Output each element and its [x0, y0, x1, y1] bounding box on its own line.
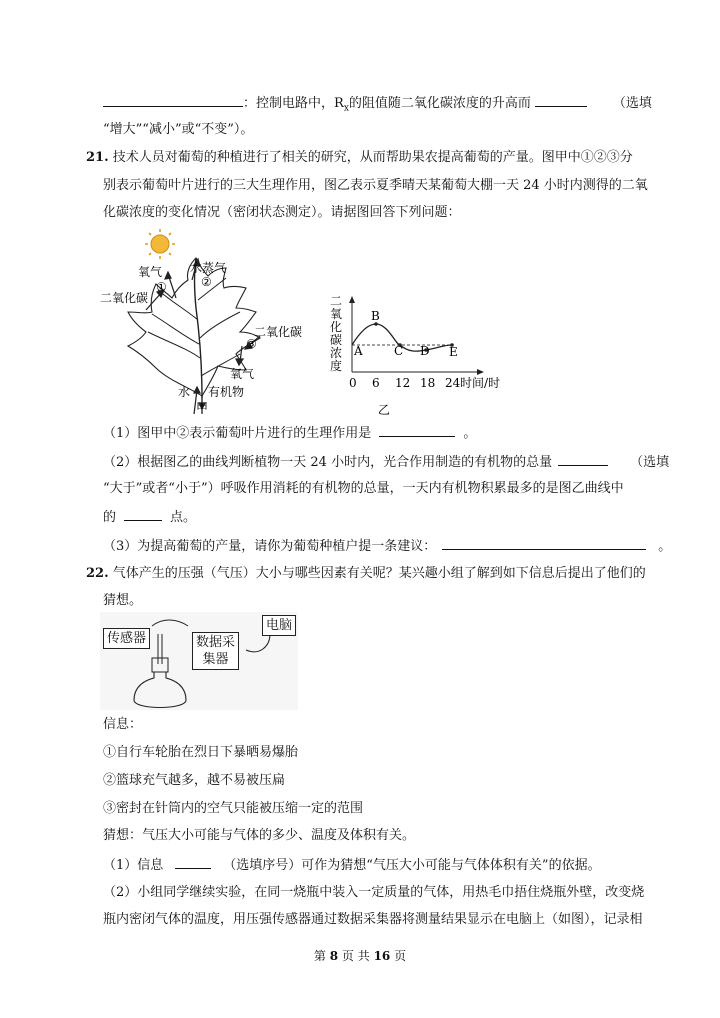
total-pages: 16 — [373, 949, 391, 963]
info-item-2: ②篮球充气越多，越不易被压扁 — [103, 773, 286, 788]
q21-sub-3: （3）为提高葡萄的产量，请你为葡萄种植户提一条建议： 。 — [103, 539, 672, 554]
label-organic: 有机物 — [208, 385, 245, 399]
figure-jia-leaf-diagram — [98, 228, 318, 420]
y-axis-label — [330, 294, 342, 373]
figure-caption-jia: 甲 — [196, 401, 209, 415]
point-label-a: A — [354, 344, 363, 358]
question-21-line-2: 别表示葡萄叶片进行的三大生理作用，图乙表示夏季晴天某葡萄大棚一天 24 小时内测得的二氧 — [103, 178, 648, 193]
answer-blank[interactable] — [103, 94, 243, 107]
svg-text:氧: 氧 — [330, 307, 343, 321]
collector-box: 数据采 集器 — [192, 632, 239, 670]
guess-line: 猜想：气压大小可能与气体的多少、温度及体积有关。 — [103, 828, 416, 843]
page-footer: 第 8 页 共 16 页 — [313, 949, 407, 963]
answer-blank[interactable] — [175, 856, 211, 869]
point-label-d: D — [420, 344, 430, 358]
x-axis-label: 时间/时 — [460, 376, 501, 390]
x-tick: 12 — [395, 376, 411, 390]
q22-sub-1: （1）信息 （选填序号）可作为猜想“气压大小可能与气体体积有关”的依据。 — [103, 858, 601, 873]
svg-text:度: 度 — [330, 359, 343, 373]
page-number: 8 — [329, 949, 339, 963]
svg-text:化: 化 — [330, 320, 343, 334]
question-22-intro: 22. 气体产生的压强（气压）大小与哪些因素有关呢？某兴趣小组了解到如下信息后提出了他们的 — [86, 566, 646, 581]
label-circle-1: ① — [156, 280, 167, 294]
question-22-line-2: 猜想。 — [103, 593, 143, 608]
answer-blank[interactable] — [379, 424, 455, 437]
q22-sub-2: （2）小组同学继续实验，在同一烧瓶中装入一定质量的气体，用热毛巾捂住烧瓶外壁，改变烧 — [103, 885, 645, 900]
question-21-line-3: 化碳浓度的变化情况（密闭状态测定）。请据图回答下列问题： — [103, 205, 461, 220]
label-circle-3: ③ — [246, 337, 257, 351]
svg-text:浓: 浓 — [330, 346, 343, 360]
label-circle-2: ② — [201, 275, 212, 289]
label-water-vapor: 水蒸气 — [190, 261, 227, 275]
label-oxygen-bottom: 氧气 — [230, 367, 255, 381]
point-label-c: C — [394, 344, 404, 358]
q21-sub-2-line-2: “大于”或者“小于”）呼吸作用消耗的有机物的总量，一天内有机物积累最多的是图乙曲线中 — [103, 481, 624, 496]
label-co2-right: 二氧化碳 — [254, 325, 303, 339]
answer-blank[interactable] — [124, 508, 162, 521]
label-co2-left: 二氧化碳 — [100, 291, 149, 305]
info-title: 信息： — [103, 717, 143, 732]
q22-sub-2-line-2: 瓶内密闭气体的温度，用压强传感器通过数据采集器将测量结果显示在电脑上（如图），记录相 — [103, 912, 643, 927]
q21-sub-1: （1）图甲中②表示葡萄叶片进行的生理作用是 。 — [103, 426, 477, 441]
answer-blank[interactable] — [442, 537, 646, 550]
q21-sub-2-line-3: 的 点。 — [103, 510, 197, 525]
question-21-intro: 21. 技术人员对葡萄的种植进行了相关的研究，从而帮助果农提高葡萄的产量。图甲中①②③分 — [86, 150, 633, 165]
label-oxygen-top: 氧气 — [138, 265, 163, 279]
figure-yi-co2-chart — [328, 292, 504, 420]
figure-caption-yi: 乙 — [378, 403, 391, 417]
x-tick: 18 — [420, 376, 436, 390]
x-tick: 0 — [349, 376, 357, 390]
x-tick: 6 — [372, 376, 380, 390]
q21-sub-2: （2）根据图乙的曲线判断植物一天 24 小时内，光合作用制造的有机物的总量 （选填 — [103, 455, 670, 470]
svg-text:二: 二 — [330, 294, 343, 308]
info-item-1: ①自行车轮胎在烈日下暴晒易爆胎 — [103, 745, 299, 760]
top-line-1: ：控制电路中，$R_x$的阻值随二氧化碳浓度的升高而 （选填 — [103, 94, 652, 118]
computer-box: 电脑 — [262, 615, 296, 636]
point-label-e: E — [449, 345, 458, 359]
point-label-b: B — [371, 309, 380, 323]
sensor-box: 传感器 — [103, 628, 150, 649]
x-tick: 24 — [445, 376, 461, 390]
label-water: 水 — [178, 385, 191, 399]
svg-text:碳: 碳 — [330, 333, 343, 347]
answer-blank[interactable] — [558, 453, 608, 466]
answer-blank[interactable] — [535, 94, 587, 107]
info-item-3: ③密封在针筒内的空气只能被压缩一定的范围 — [103, 801, 364, 816]
sun-icon — [145, 229, 175, 259]
top-line-2: “增大”“减小”或“不变”）。 — [103, 122, 254, 137]
